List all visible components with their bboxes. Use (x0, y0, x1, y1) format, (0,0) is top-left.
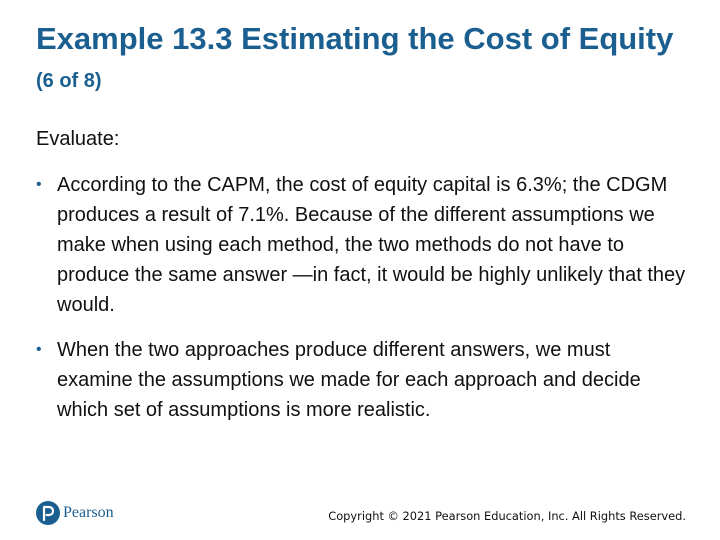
slide-title (36, 20, 686, 100)
pearson-wordmark: Pearson (63, 504, 114, 521)
bullet-marker: • (36, 341, 42, 358)
slide-title-main: Example 13.3 Estimating the Cost of Equity (36, 21, 674, 56)
pearson-logo (36, 500, 114, 526)
pearson-logo-icon (36, 501, 60, 525)
bullet-item-different-answers (36, 335, 686, 425)
slide-title-part-indicator: (6 of 8) (36, 70, 102, 92)
bullet-text: When the two approaches produce different answers, we must examine the assumptions we made for each approach and decide which set of assumptions is more realistic. (57, 339, 641, 421)
bullet-text: According to the CAPM, the cost of equity capital is 6.3%; the CDGM produces a result of 7.1%. Because of the different assumptions we make when using each method, the two methods do not have to produce the same answer —in fact, it would be highly unlikely that they would. (57, 174, 686, 316)
bullet-marker: • (36, 176, 42, 193)
bullet-item-capm-vs-cdgm (36, 170, 686, 320)
bullet-list (36, 170, 686, 425)
copyright-notice: Copyright © 2021 Pearson Education, Inc. All Rights Reserved. (328, 509, 686, 523)
evaluate-heading: Evaluate: (36, 128, 120, 150)
